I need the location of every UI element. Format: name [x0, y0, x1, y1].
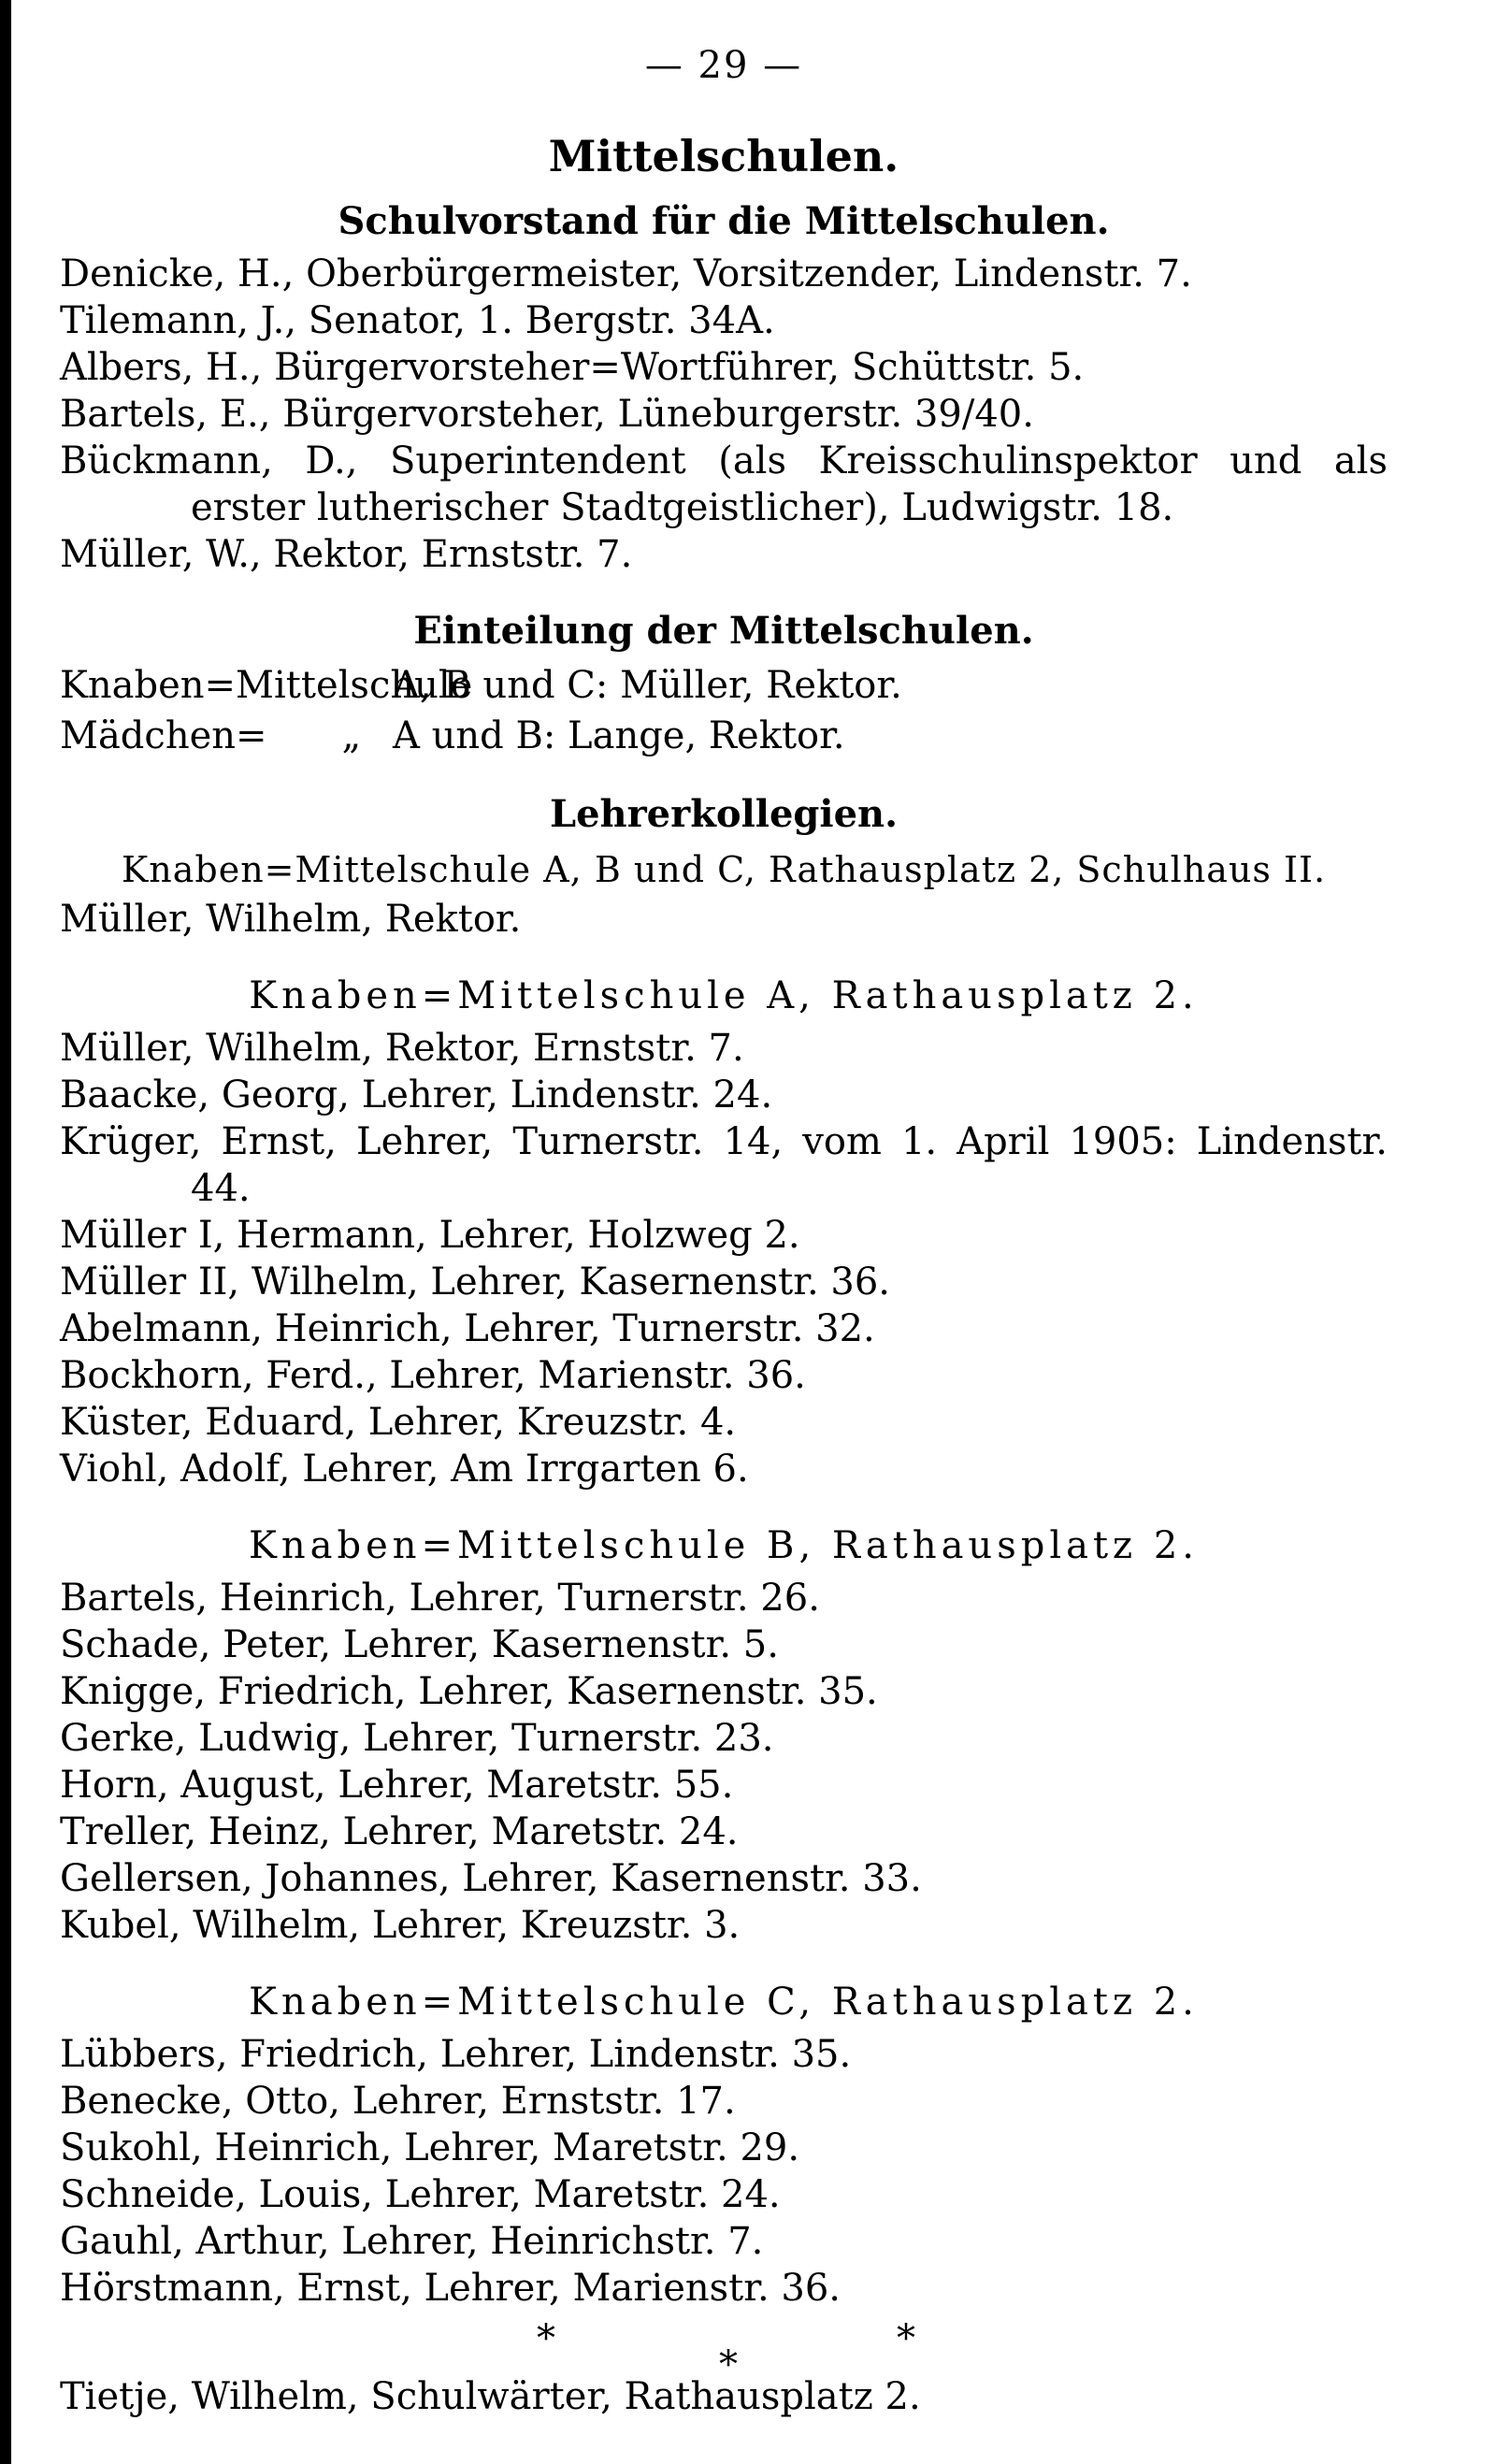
- list-item: Baacke, Georg, Lehrer, Lindenstr. 24.: [60, 1073, 773, 1117]
- list-item: Bartels, E., Bürgervorsteher, Lüneburgerstr. 39/40.: [60, 393, 1034, 436]
- list-item: Viohl, Adolf, Lehrer, Am Irrgarten 6.: [60, 1448, 749, 1491]
- list-item: Schneide, Louis, Lehrer, Maretstr. 24.: [60, 2173, 781, 2216]
- list-item: Kubel, Wilhelm, Lehrer, Kreuzstr. 3.: [60, 1904, 741, 1947]
- list-item: Müller II, Wilhelm, Lehrer, Kasernenstr. 36.: [60, 1261, 890, 1304]
- list-item: Krüger, Ernst, Lehrer, Turnerstr. 14, vom 1. April 1905: Lindenstr. 44.: [60, 1120, 1388, 1210]
- list-item: Denicke, H., Oberbürgermeister, Vorsitzender, Lindenstr. 7.: [60, 252, 1192, 295]
- list-item: Bartels, Heinrich, Lehrer, Turnerstr. 26.: [60, 1577, 820, 1620]
- list-item: Gauhl, Arthur, Lehrer, Heinrichstr. 7.: [60, 2220, 764, 2263]
- list-item: Bückmann, D., Superintendent (als Kreisschulinspektor und als erster lutherischer Stadtgeistlicher), Ludwigstr. 18.: [60, 439, 1388, 529]
- list-item: Gerke, Ludwig, Lehrer, Turnerstr. 23.: [60, 1717, 774, 1760]
- list-item: Treller, Heinz, Lehrer, Maretstr. 24.: [60, 1810, 739, 1853]
- division-heading: Einteilung der Mittelschulen.: [413, 609, 1034, 653]
- list-item: Gellersen, Johannes, Lehrer, Kasernenstr. 33.: [60, 1857, 922, 1900]
- document-page: [60, 37, 1388, 2422]
- list-item: Müller, W., Rektor, Ernststr. 7.: [60, 533, 633, 576]
- colleges-heading: Lehrerkollegien.: [549, 792, 899, 836]
- school-a-heading: Knaben=Mittelschule A, Rathausplatz 2.: [249, 974, 1199, 1017]
- combined-school-heading: Knaben=Mittelschule A, B und C, Rathausplatz 2, Schulhaus II.: [121, 849, 1327, 890]
- scan-edge: [0, 0, 11, 2464]
- division-groups: A und B: Lange, Rektor.: [393, 714, 845, 757]
- school-c-member-list: [60, 2031, 1388, 2312]
- school-b-member-list: [60, 1575, 1388, 1949]
- school-c-heading: Knaben=Mittelschule C, Rathausplatz 2.: [249, 1981, 1199, 2024]
- division-groups: A, B und C: Müller, Rektor.: [393, 664, 902, 707]
- colleges-section: [60, 785, 1388, 2312]
- separator-star: *: [719, 2343, 738, 2386]
- list-item: Knigge, Friedrich, Lehrer, Kasernenstr. 35.: [60, 1670, 878, 1713]
- separator-stars: [60, 2317, 1388, 2386]
- ditto-mark: „: [341, 714, 362, 757]
- list-item: Hörstmann, Ernst, Lehrer, Marienstr. 36.: [60, 2267, 841, 2310]
- board-member-list: [60, 251, 1388, 578]
- list-item: Schade, Peter, Lehrer, Kasernenstr. 5.: [60, 1623, 779, 1666]
- board-section: [60, 193, 1388, 578]
- separator-star: *: [897, 2317, 915, 2360]
- division-section: [60, 602, 1388, 761]
- list-item: Müller I, Hermann, Lehrer, Holzweg 2.: [60, 1214, 800, 1257]
- combined-member-list: [60, 896, 1388, 943]
- division-row: [60, 660, 1388, 711]
- list-item: Müller, Wilhelm, Rektor.: [60, 898, 522, 941]
- school-b-heading: Knaben=Mittelschule B, Rathausplatz 2.: [249, 1524, 1199, 1567]
- janitor-entry: Tietje, Wilhelm, Schulwärter, Rathausplatz 2.: [60, 2375, 921, 2418]
- school-a-member-list: [60, 1025, 1388, 1492]
- division-school: Mädchen= „: [60, 714, 362, 757]
- list-item: Lübbers, Friedrich, Lehrer, Lindenstr. 35.: [60, 2033, 852, 2076]
- division-row: [60, 711, 1388, 761]
- list-item: Tilemann, J., Senator, 1. Bergstr. 34A.: [60, 299, 775, 342]
- list-item: Benecke, Otto, Lehrer, Ernststr. 17.: [60, 2080, 736, 2123]
- list-item: Abelmann, Heinrich, Lehrer, Turnerstr. 32.: [60, 1307, 875, 1350]
- list-item: Horn, August, Lehrer, Maretstr. 55.: [60, 1764, 734, 1807]
- list-item: Müller, Wilhelm, Rektor, Ernststr. 7.: [60, 1027, 744, 1070]
- division-school: Knaben=Mittelschule: [60, 664, 473, 707]
- separator-star: *: [537, 2317, 555, 2360]
- page-number: — 29 —: [644, 44, 803, 87]
- list-item: Sukohl, Heinrich, Lehrer, Maretstr. 29.: [60, 2126, 800, 2169]
- board-heading: Schulvorstand für die Mittelschulen.: [338, 199, 1110, 243]
- page-title: Mittelschulen.: [548, 131, 899, 181]
- list-item: Bockhorn, Ferd., Lehrer, Marienstr. 36.: [60, 1354, 806, 1397]
- list-item: Albers, H., Bürgervorsteher=Wortführer, Schüttstr. 5.: [60, 346, 1085, 389]
- list-item: Küster, Eduard, Lehrer, Kreuzstr. 4.: [60, 1401, 737, 1444]
